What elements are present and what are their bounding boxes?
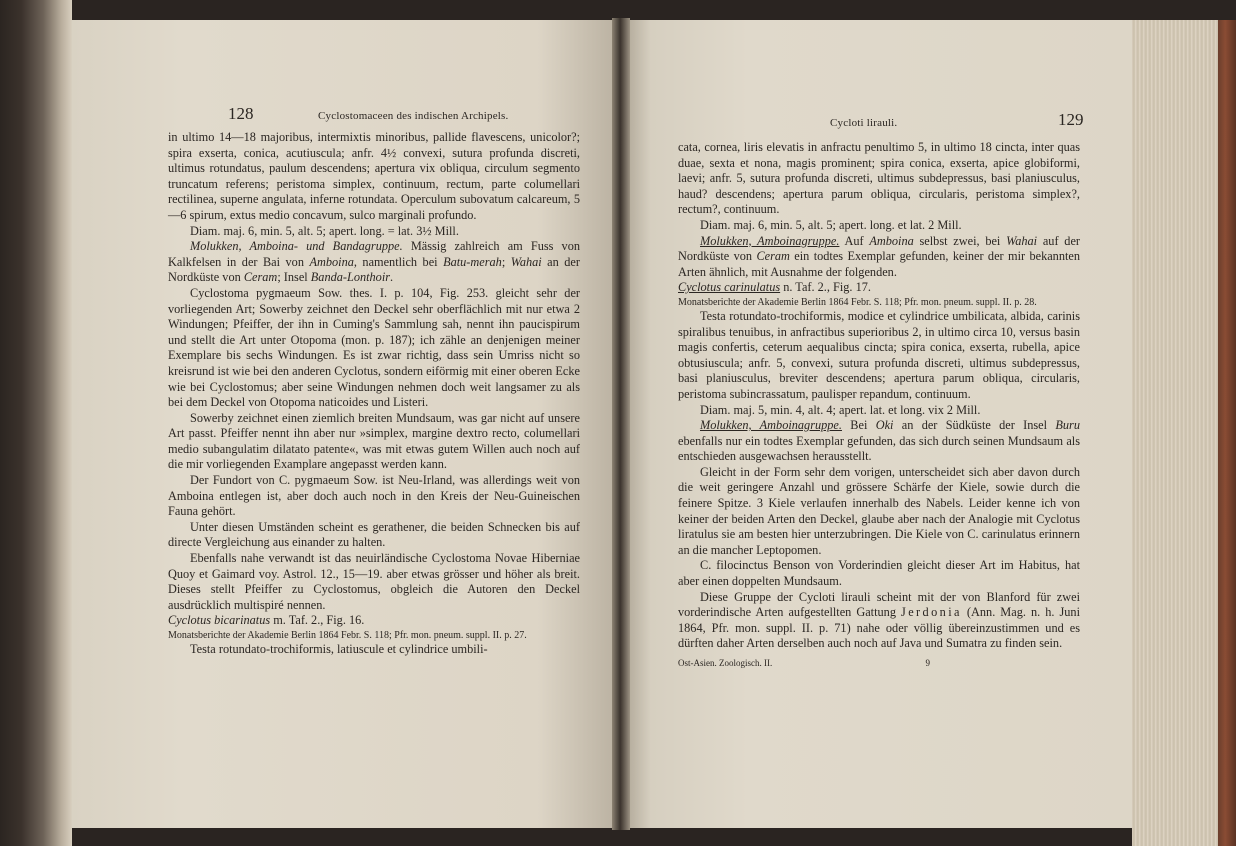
left-page-number: 128 [228, 104, 254, 123]
text-run: ebenfalls nur ein todtes Exemplar gefunden, das sich durch seinen Mundsaum als entschieden ausgewachsen herausstellt. [678, 433, 1080, 464]
paragraph: Cyclostoma pygmaeum Sow. thes. I. p. 104, Fig. 253. gleicht sehr der vorliegenden Art; Sowerby zeichnet den Deckel sehr oberflächlich mit nur etwa 2 Windungen; Pfeiffer, der ihn in Cuming's Sammlung sah, nennt ihn paucispirum und stellt die Art unter Otopoma (mon. p. 187); ich zähle an denjenigen meiner Exemplare bis sechs Windungen. Es ist zwar richtig, dass sein Umriss nicht so kreisrund ist wie bei den anderen Cyclotus, sondern eiförmig mit einer oberen Ecke wie bei Cyclostomus; aber seine Windungen nehmen doch weit langsamer zu als bei dem Deckel von Otopoma naticoides und Listeri. [168, 285, 580, 410]
paragraph: Diam. maj. 6, min. 5, alt. 5; apert. long. = lat. 3½ Mill. [190, 223, 459, 238]
page-footer [678, 656, 1080, 672]
right-running-head: Cycloti lirauli. [830, 117, 898, 129]
locality-paragraph [678, 418, 1080, 465]
text-run: ; [501, 254, 511, 269]
text-run: an der Südküste der Insel [893, 418, 1056, 433]
paragraph: Diam. maj. 6, min. 5, alt. 5; apert. long. et lat. 2 Mill. [700, 217, 962, 232]
species-plate-ref: m. Taf. 2., Fig. 16. [270, 613, 365, 628]
footer-signature: Ost-Asien. Zoologisch. II. [678, 658, 773, 668]
right-page-number: 129 [1058, 110, 1084, 129]
genus-name: Jerdonia [901, 605, 962, 620]
place-name: Ceram [243, 270, 278, 285]
right-page-body [678, 140, 1080, 672]
paragraph: in ultimo 14—18 majoribus, intermixtis minoribus, pallide flavescens, unicolor?; spira exserta, conica, acutiuscula; anfr. 4½ convexi, sutura profunda discreti, ultimus rotundatus, paulum descendens; apertura vix obliqua, circulum segmento truncatum referens; peristoma simplex, continuum, rectum, parte columellari rectilinea, superne angulata, inferne rotundata. Operculum subovatum calcareum, 5—6 spirum, extus medio concavum, sulco marginali profundo. [168, 130, 580, 222]
place-name: Wahai [1006, 233, 1038, 248]
locality-lead: Molukken, Amboinagruppe. [700, 418, 842, 433]
paragraph: Diam. maj. 5, min. 4, alt. 4; apert. lat. et long. vix 2 Mill. [700, 402, 981, 417]
paragraph: Ebenfalls nahe verwandt ist das neuirländische Cyclostoma Novae Hiberniae Quoy et Gaimard voy. Astrol. 12., 15—19. aber etwas grösser und höher als breit. Dieses stellt Pfeiffer zu Cyclostomus, obgleich die Autoren den Deckel ausdrücklich multispiré nennen. [168, 551, 580, 612]
place-name: Ceram [756, 249, 790, 264]
paragraph: C. filocinctus Benson von Vorderindien gleicht dieser Art im Habitus, hat aber einen doppelten Mundsaum. [678, 558, 1080, 589]
locality-paragraph [678, 234, 1080, 281]
book-cover-band [1218, 20, 1236, 846]
book-edge-left [0, 0, 72, 846]
text-run: selbst zwei, bei [913, 233, 1007, 248]
paragraph: Sowerby zeichnet einen ziemlich breiten Mundsaum, was gar nicht auf unsere Art passt. Pfeiffer nennt ihn aber nur »simplex, margine dextro recto, columellari medio subangulatim dilatato patente«, was mit etwas gutem Willen auch noch auf die mir vorliegenden Examplare angepasst werden kann. [168, 410, 580, 472]
text-run: . [390, 270, 394, 285]
species-heading [678, 280, 1080, 296]
species-heading [168, 613, 580, 629]
paragraph: Testa rotundato-trochiformis, latiuscule et cylindrice umbili- [190, 642, 488, 656]
place-name: Wahai [510, 254, 542, 269]
text-run: Mässig zahlreich am Fuss von Kalkfelsen in der Bai von [168, 239, 580, 269]
text-run: Diese Gruppe der Cycloti lirauli scheint mit der von Blanford für zwei vorderindische Arten aufgestellten Gattung [678, 589, 1080, 620]
text-run: Bei [841, 418, 876, 433]
paragraph: Unter diesen Umständen scheint es gerathener, die beiden Schnecken bis auf directe Vergleichung aus einander zu halten. [168, 519, 580, 550]
paragraph: Der Fundort von C. pygmaeum Sow. ist Neu-Irland, was allerdings weit von Amboina entlegen ist, aber doch auch noch in den Kreis der Neu-Guineischen Fauna gehört. [168, 473, 580, 519]
text-run: auf der Nordküste von [678, 233, 1081, 264]
left-running-head: Cyclostomaceen des indischen Archipels. [318, 110, 509, 122]
text-run: , namentlich bei [353, 254, 444, 269]
locality-paragraph [168, 239, 580, 286]
footer-sheet-number: 9 [925, 658, 930, 668]
text-run: Auf [839, 233, 870, 248]
species-reference: Monatsberichte der Akademie Berlin 1864 Febr. S. 118; Pfr. mon. pneum. suppl. II. p. 28. [678, 296, 1037, 308]
place-name: Oki [875, 418, 894, 433]
species-name: Cyclotus carinulatus [678, 280, 781, 295]
text-run: ; Insel [277, 270, 311, 285]
left-page-body [168, 130, 580, 658]
locality-lead: Molukken, Amboinagruppe. [700, 233, 840, 248]
place-name: Buru [1055, 418, 1080, 433]
place-name: Amboina [869, 233, 914, 248]
paragraph: Testa rotundato-trochiformis, modice et cylindrice umbilicata, albida, carinis spiralibus tenuibus, in anfractibus superioribus 2, in ultimo circa 10, versus basin magis confertis, ceterum aequalibus cincta; spira conica, exserta, rubella, apice obtusiuscula; anfr. 5, convexi, sutura profunda discreti, ultimus subdepressus, basi planiusculus, breviter descendens; apertura parum obliqua, circularis, peristoma subincrassatum, paulisper repandum, continuum. [678, 308, 1080, 401]
species-reference: Monatsberichte der Akademie Berlin 1864 Febr. S. 118; Pfr. mon. pneum. suppl. II. p. 27. [168, 630, 527, 641]
species-name: Cyclotus bicarinatus [168, 613, 271, 628]
text-run: (Ann. Mag. n. h. Juni 1864, Pfr. mon. suppl. II. p. 71) nahe oder völlig übereinzustimmen und es dürften daher Arten derselben auch noch auf Java und Sumatra zu finden sein. [678, 605, 1080, 651]
paragraph: Gleicht in der Form sehr dem vorigen, unterscheidet sich aber davon durch die weit geringere Anzahl und grössere Schärfe der Kiele, sowie durch die feinere Spitze. 3 Kiele verlaufen innerhalb des Nabels. Leider kenne ich von keiner der beiden Arten den Deckel, glaube aber nach der Analogie mit Cyclotus liratulus sie am besten hier unterzubringen. Die Kiele von C. carinulatus erinnern an die mancher Leptopomen. [678, 464, 1080, 557]
book-gutter [612, 18, 630, 830]
text-run: ein todtes Exemplar gefunden, keiner der mir bekannten Arten ähnlich, mit Ausnahme der folgenden. [678, 249, 1080, 279]
place-name: Batu-merah [443, 254, 502, 269]
place-name: Amboina [309, 254, 354, 269]
text-run: an der Nordküste von [168, 254, 580, 285]
book-edge-right [1132, 20, 1236, 846]
paragraph: cata, cornea, liris elevatis in anfractu penultimo 5, in ultimo 18 cincta, inter quas duae, sexta et nona, magis prominent; spira conica, exserta, apice globiformi, laevi; anfr. 5, sutura profunda discreti, ultimus subdepressus, basi planiusculus, haud? descendens; apertura parum obliqua, circularis, peristoma simplex?, rectum?, continuum. [678, 140, 1080, 217]
species-plate-ref: n. Taf. 2., Fig. 17. [780, 280, 871, 295]
place-name: Banda-Lonthoir [310, 270, 391, 285]
paragraph [678, 590, 1080, 652]
locality-lead: Molukken, Amboina- und Bandagruppe. [190, 239, 403, 254]
